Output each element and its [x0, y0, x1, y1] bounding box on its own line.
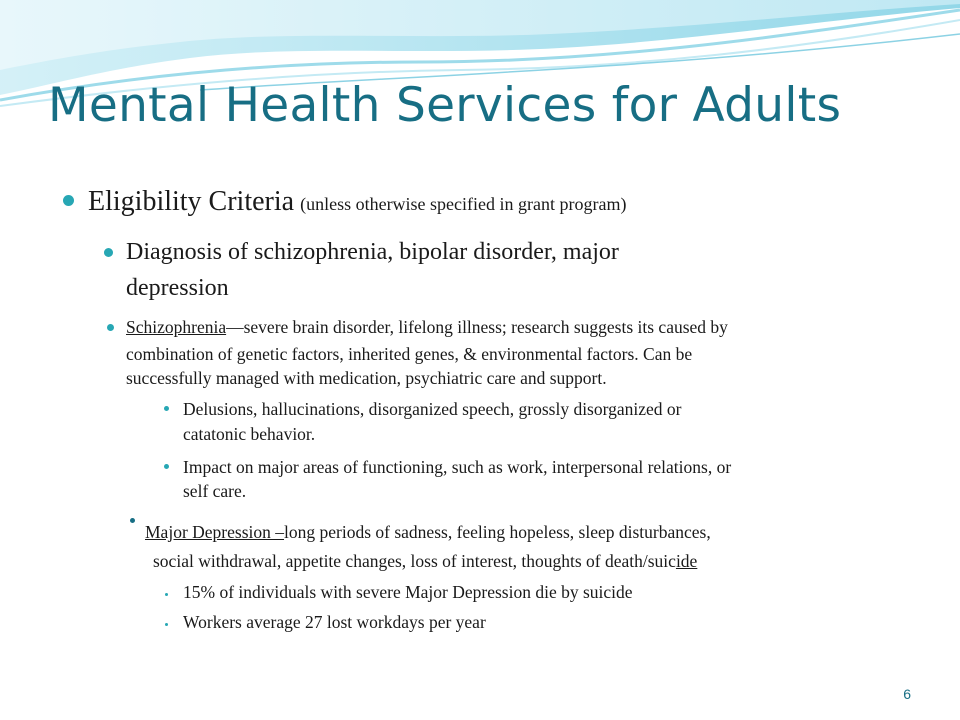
bullet-icon — [165, 593, 168, 596]
schizophrenia-definition: —severe brain disorder, lifelong illness; research suggests its caused by — [226, 317, 728, 337]
schizophrenia-symptoms-line-1: Delusions, hallucinations, disorganized speech, grossly disorganized or — [183, 399, 682, 419]
diagnosis-line-2: depression — [126, 275, 229, 301]
schizophrenia-line-1 — [126, 313, 728, 341]
bullet-icon — [165, 623, 168, 626]
slide-title: Mental Health Services for Adults — [48, 78, 842, 133]
bullet-icon — [130, 518, 135, 523]
depression-line-1 — [145, 518, 711, 546]
page-number: 6 — [903, 686, 911, 702]
schizophrenia-line-3: successfully managed with medication, psychiatric care and support. — [126, 368, 607, 388]
depression-suicide-stat: 15% of individuals with severe Major Depression die by suicide — [183, 582, 633, 602]
bullet-icon — [63, 195, 74, 206]
diagnosis-line-1: Diagnosis of schizophrenia, bipolar disorder, major — [126, 239, 619, 265]
eligibility-heading — [88, 186, 626, 218]
bullet-icon — [164, 406, 169, 411]
depression-workdays-stat: Workers average 27 lost workdays per year — [183, 612, 486, 632]
eligibility-label: Eligibility Criteria — [88, 186, 295, 217]
schizophrenia-impact-line-1: Impact on major areas of functioning, such as work, interpersonal relations, or — [183, 457, 732, 477]
bullet-icon — [104, 248, 113, 257]
depression-line-2-end: ide — [675, 551, 698, 571]
schizophrenia-impact-line-2: self care. — [183, 481, 247, 501]
eligibility-note: (unless otherwise specified in grant program) — [300, 194, 627, 214]
depression-definition: long periods of sadness, feeling hopeless, sleep disturbances, — [284, 522, 711, 542]
depression-line-2-main: social withdrawal, appetite changes, loss of interest, thoughts of death/suic — [153, 551, 676, 571]
bullet-icon — [107, 324, 114, 331]
schizophrenia-line-2: combination of genetic factors, inherited genes, & environmental factors. Can be — [126, 344, 693, 364]
bullet-icon — [164, 464, 169, 469]
schizophrenia-term: Schizophrenia — [126, 317, 227, 337]
schizophrenia-symptoms-line-2: catatonic behavior. — [183, 424, 316, 444]
depression-term: Major Depression – — [145, 522, 285, 542]
depression-line-2 — [153, 547, 697, 575]
